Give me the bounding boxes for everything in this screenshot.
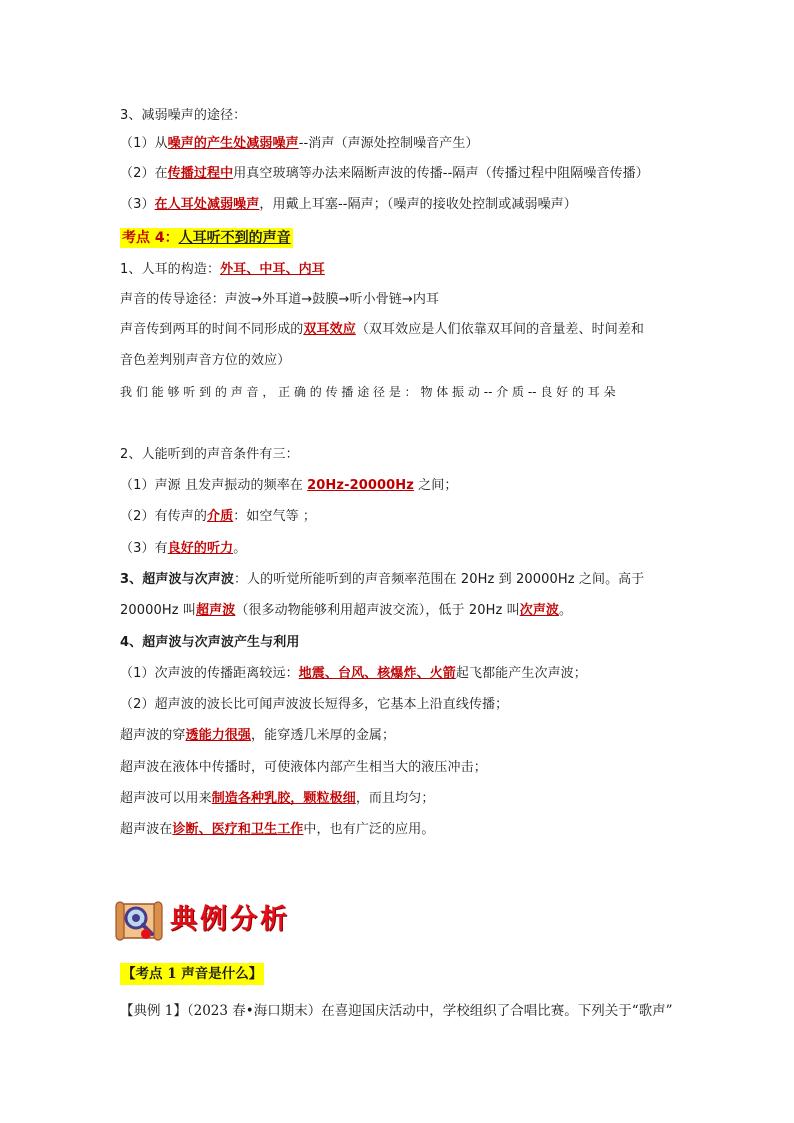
highlight-text: 地震、台风、核爆炸、火箭: [298, 666, 456, 681]
scroll-magnifier-icon: [112, 898, 166, 944]
highlight-text: 良好的听力: [167, 541, 234, 556]
highlight-text: 次声波: [519, 603, 560, 618]
text: ：人的听觉所能听到的声音频率范围在 20Hz 到 20000Hz 之间。高于: [233, 572, 645, 587]
highlight-text: 双耳效应: [303, 322, 356, 337]
text: （3）: [120, 197, 155, 212]
sec4-line2: （2）超声波的波长比可闻声波波长短得多，它基本上沿直线传播；: [120, 697, 509, 712]
ultra-line1: [120, 572, 644, 588]
sec4-line4: 超声波在液体中传播时，可使液体内部产生相当大的液压冲击；: [120, 760, 487, 775]
text: （3）有: [120, 541, 168, 556]
text: 超声波可以用来: [120, 791, 212, 806]
text: 超声波的穿: [120, 728, 186, 743]
text: 声音传到两耳的时间不同形成的: [120, 322, 304, 337]
highlight-text: 外耳、中耳、内耳: [220, 262, 325, 277]
text: ，能穿透几米厚的金属；: [251, 728, 396, 743]
text: ，而且均匀；: [355, 791, 435, 806]
highlight-text: 在人耳处减弱噪声: [154, 197, 260, 212]
highlight-text: 超声波: [196, 603, 236, 618]
text: 之间；: [413, 478, 458, 493]
hear-title: 2、人能听到的声音条件有三：: [120, 447, 299, 462]
hear-line3: [120, 541, 246, 557]
text: （2）在: [120, 166, 168, 181]
kaodian1-heading: 【考点 1 声音是什么】: [120, 963, 264, 985]
ear-line5: 我 们 能 够 听 到 的 声 音 ， 正 确 的 传 播 途 径 是 ： 物 体 振 动 -- 介 质 -- 良 好 的 耳 朵: [120, 385, 616, 399]
sec3-line2: [120, 166, 649, 182]
ear-line3: [120, 322, 644, 338]
bold-text: 3、超声波与次声波: [120, 572, 234, 587]
highlight-text: 诊断、医疗和卫生工作: [172, 822, 304, 837]
heading-prefix: 考点 4：: [122, 230, 179, 246]
text: ，用戴上耳塞--隔声；（噪声的接收处控制或减弱噪声）: [259, 197, 577, 212]
highlight-text: 20Hz-20000Hz: [307, 478, 414, 493]
highlight-text: 透能力很强: [185, 728, 252, 743]
text: （1）声源 且发声振动的频率在: [120, 478, 308, 493]
sec4-line1: [120, 666, 587, 682]
heading-title: 人耳听不到的声音: [178, 230, 291, 246]
logo-text: 典例分析: [170, 904, 290, 935]
sec3-line3: [120, 197, 577, 213]
text: 20000Hz 叫: [120, 603, 196, 618]
text: （2）有传声的: [120, 509, 207, 524]
highlight-text: 噪声的产生处减弱噪声: [167, 136, 299, 151]
text: 超声波在: [120, 822, 173, 837]
text: （1）次声波的传播距离较远：: [120, 666, 299, 681]
example1-text: 【典例 1】（2023 春•海口期末）在喜迎国庆活动中，学校组织了合唱比赛。下列关于“歌声”: [120, 1003, 673, 1019]
ultra-line2: [120, 603, 572, 619]
highlight-text: 介质: [206, 509, 234, 524]
text: --消声（声源处控制噪音产生）: [298, 136, 479, 151]
sec4-line6: [120, 822, 434, 838]
hear-line1: [120, 478, 458, 494]
sec4-line3: [120, 728, 395, 744]
text: 中，也有广泛的应用。: [303, 822, 435, 837]
ear-line4: 音色差判别声音方位的效应）: [120, 353, 291, 368]
text: （双耳效应是人们依靠双耳间的音量差、时间差和: [355, 322, 645, 337]
text: （很多动物能够利用超声波交流），低于 20Hz 叫: [235, 603, 520, 618]
text: 1、人耳的构造：: [120, 262, 221, 277]
text: 。: [233, 541, 247, 556]
highlight-text: 制造各种乳胶，颗粒极细: [211, 791, 356, 806]
ear-line2: 声音的传导途径：声波→外耳道→鼓膜→听小骨链→内耳: [120, 292, 440, 307]
sec4-line5: [120, 791, 434, 807]
sec3-title: 3、减弱噪声的途径：: [120, 108, 247, 123]
text: （1）从: [120, 136, 168, 151]
ear-line1: [120, 262, 325, 278]
text: 起飞都能产生次声波；: [455, 666, 587, 681]
sec3-line1: [120, 136, 479, 152]
example-analysis-logo: [112, 898, 292, 944]
hear-line2: [120, 509, 316, 525]
highlight-text: 传播过程中: [167, 166, 234, 181]
text: 。: [559, 603, 573, 618]
text: ：如空气等 ；: [233, 509, 317, 524]
kaodian4-heading: [120, 228, 293, 248]
text: 用真空玻璃等办法来隔断声波的传播--隔声（传播过程中阻隔噪音传播）: [233, 166, 649, 181]
sec4-title: 4、超声波与次声波产生与利用: [120, 635, 300, 650]
